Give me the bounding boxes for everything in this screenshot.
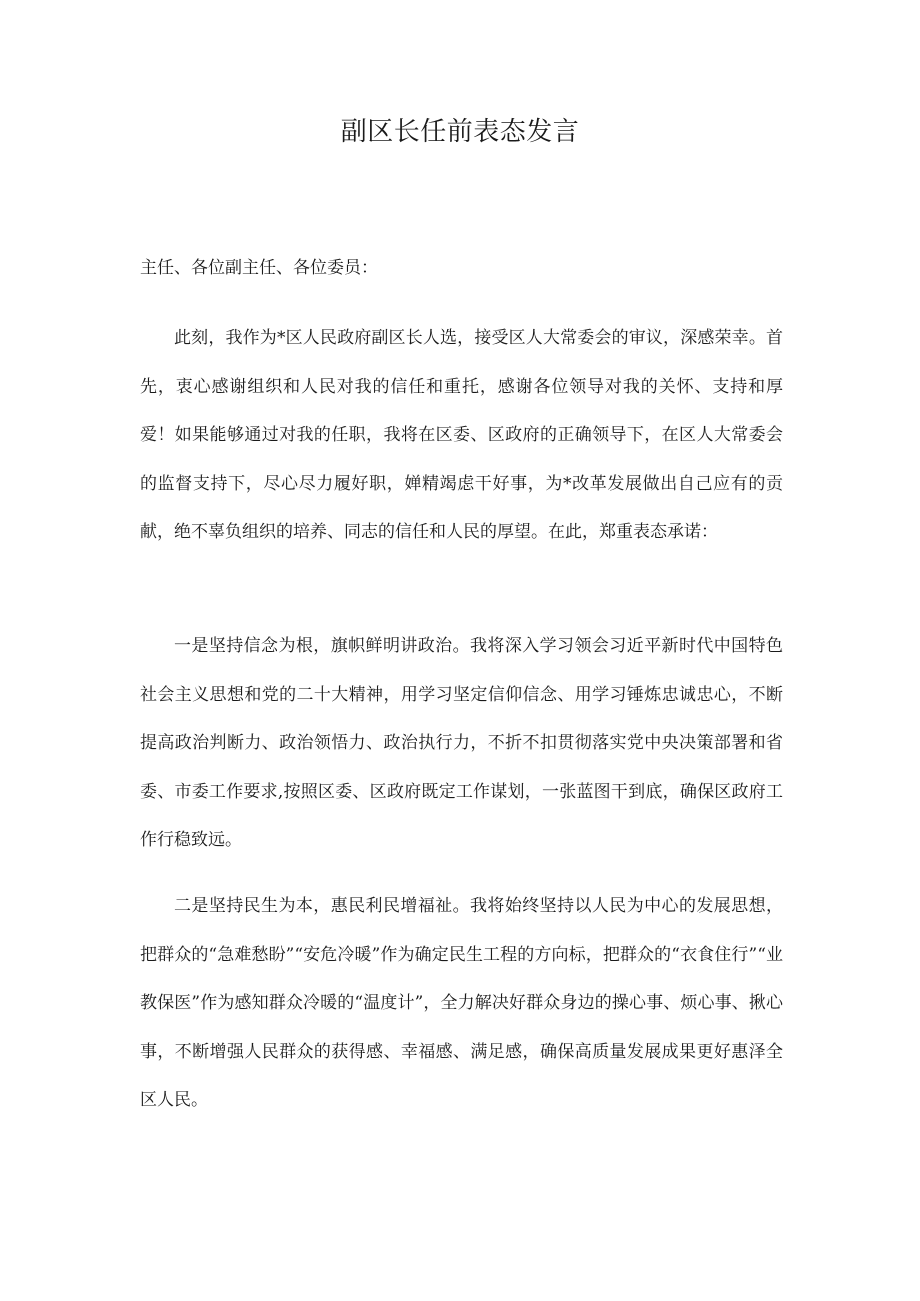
document-title: 副区长任前表态发言 <box>340 117 580 147</box>
paragraph-commitment-livelihood: 二是坚持民生为本，惠民利民增福祉。我将始终坚持以人民为中心的发展思想，把群众的“急难愁盼”“安危冷暖”作为确定民生工程的方向标，把群众的“衣食住行”“业教保医”作为感知群众冷暖的“温度计”，全力解决好群众身边的操心事、烦心事、揪心事，不断增强人民群众的获得感、幸福感、满足感，确保高质量发展成果更好惠泽全区人民。 <box>140 896 783 1111</box>
salutation: 主任、各位副主任、各位委员： <box>140 258 378 278</box>
paragraph-opening: 此刻，我作为*区人民政府副区长人选，接受区人大常委会的审议，深感荣幸。首先，衷心感谢组织和人民对我的信任和重托，感谢各位领导对我的关怀、支持和厚爱！如果能够通过对我的任职，我将在区委、区政府的正确领导下，在区人大常委会的监督支持下，尽心尽力履好职，婵精竭虑干好事，为*改革发展做出自己应有的贡献，绝不辜负组织的培养、同志的信任和人民的厚望。在此，郑重表态承诺： <box>140 328 783 543</box>
paragraph-commitment-politics: 一是坚持信念为根，旗帜鲜明讲政治。我将深入学习领会习近平新时代中国特色社会主义思想和党的二十大精神，用学习坚定信仰信念、用学习锤炼忠诚忠心，不断提高政治判断力、政治领悟力、政治执行力，不折不扣贯彻落实党中央决策部署和省委、市委工作要求,按照区委、区政府既定工作谋划，一张蓝图干到底，确保区政府工作行稳致远。 <box>140 636 783 851</box>
